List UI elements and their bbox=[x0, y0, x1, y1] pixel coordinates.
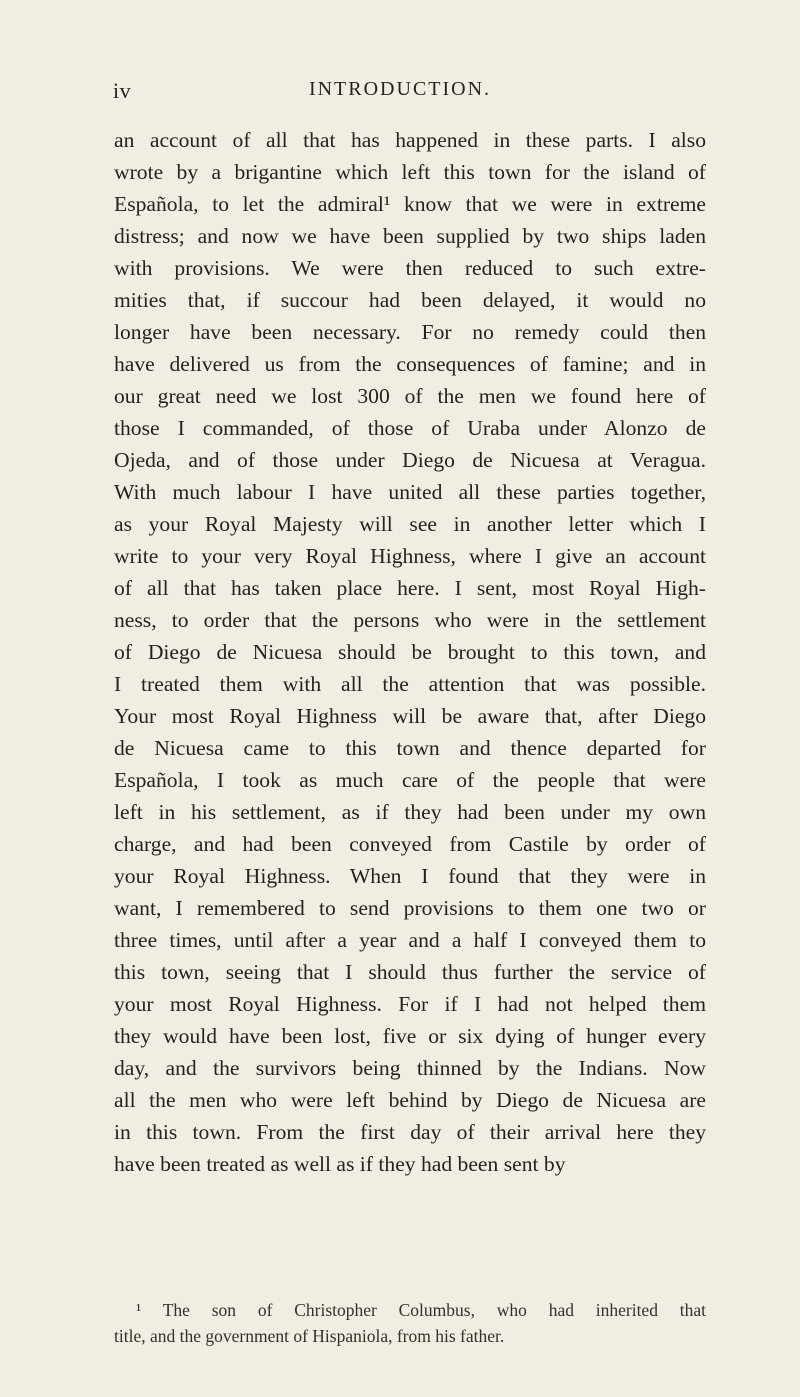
footnote-line: ¹ The son of Christopher Columbus, who had inherited that bbox=[136, 1300, 706, 1320]
text-line: Your most Royal Highness will be aware that, after Diego bbox=[114, 704, 706, 728]
text-line: write to your very Royal Highness, where I give an account bbox=[114, 544, 706, 568]
text-line: I treated them with all the attention that was possible. bbox=[114, 672, 706, 696]
text-line: with provisions. We were then reduced to such extre- bbox=[114, 256, 706, 280]
text-line: three times, until after a year and a half I conveyed them to bbox=[114, 928, 706, 952]
text-line: Española, to let the admiral¹ know that we were in extreme bbox=[114, 192, 706, 216]
text-line: those I commanded, of those of Uraba under Alonzo de bbox=[114, 416, 706, 440]
text-line: distress; and now we have been supplied by two ships laden bbox=[114, 224, 706, 248]
text-line: day, and the survivors being thinned by the Indians. Now bbox=[114, 1056, 706, 1080]
text-line: of Diego de Nicuesa should be brought to this town, and bbox=[114, 640, 706, 664]
footnote-line: title, and the government of Hispaniola, from his father. bbox=[114, 1326, 505, 1346]
page-number: iv bbox=[113, 78, 132, 103]
page-header bbox=[0, 78, 800, 108]
text-line: an account of all that has happened in these parts. I also bbox=[114, 128, 706, 152]
body-text bbox=[114, 124, 706, 1180]
text-line: Española, I took as much care of the people that were bbox=[114, 768, 706, 792]
text-line: all the men who were left behind by Diego de Nicuesa are bbox=[114, 1088, 706, 1112]
text-line: de Nicuesa came to this town and thence departed for bbox=[114, 736, 706, 760]
text-line: ness, to order that the persons who were in the settlement bbox=[114, 608, 706, 632]
text-line: as your Royal Majesty will see in another letter which I bbox=[114, 512, 706, 536]
running-head: INTRODUCTION. bbox=[308, 78, 492, 100]
text-line: left in his settlement, as if they had been under my own bbox=[114, 800, 706, 824]
text-line: longer have been necessary. For no remedy could then bbox=[114, 320, 706, 344]
text-line: they would have been lost, five or six dying of hunger every bbox=[114, 1024, 706, 1048]
text-line: Ojeda, and of those under Diego de Nicuesa at Veragua. bbox=[114, 448, 706, 472]
text-line: in this town. From the first day of their arrival here they bbox=[114, 1120, 706, 1144]
text-line: charge, and had been conveyed from Castile by order of bbox=[114, 832, 706, 856]
text-line: have delivered us from the consequences of famine; and in bbox=[114, 352, 706, 376]
text-line: wrote by a brigantine which left this town for the island of bbox=[114, 160, 706, 184]
text-line: our great need we lost 300 of the men we found here of bbox=[114, 384, 706, 408]
text-line: mities that, if succour had been delayed, it would no bbox=[114, 288, 706, 312]
text-line: want, I remembered to send provisions to them one two or bbox=[114, 896, 706, 920]
text-line: this town, seeing that I should thus further the service of bbox=[114, 960, 706, 984]
text-line: your most Royal Highness. For if I had not helped them bbox=[114, 992, 706, 1016]
text-line: your Royal Highness. When I found that they were in bbox=[114, 864, 706, 888]
footnote bbox=[114, 1297, 706, 1349]
text-line: have been treated as well as if they had been sent by bbox=[114, 1152, 566, 1176]
text-line: of all that has taken place here. I sent, most Royal High- bbox=[114, 576, 706, 600]
text-line: With much labour I have united all these parties together, bbox=[114, 480, 706, 504]
